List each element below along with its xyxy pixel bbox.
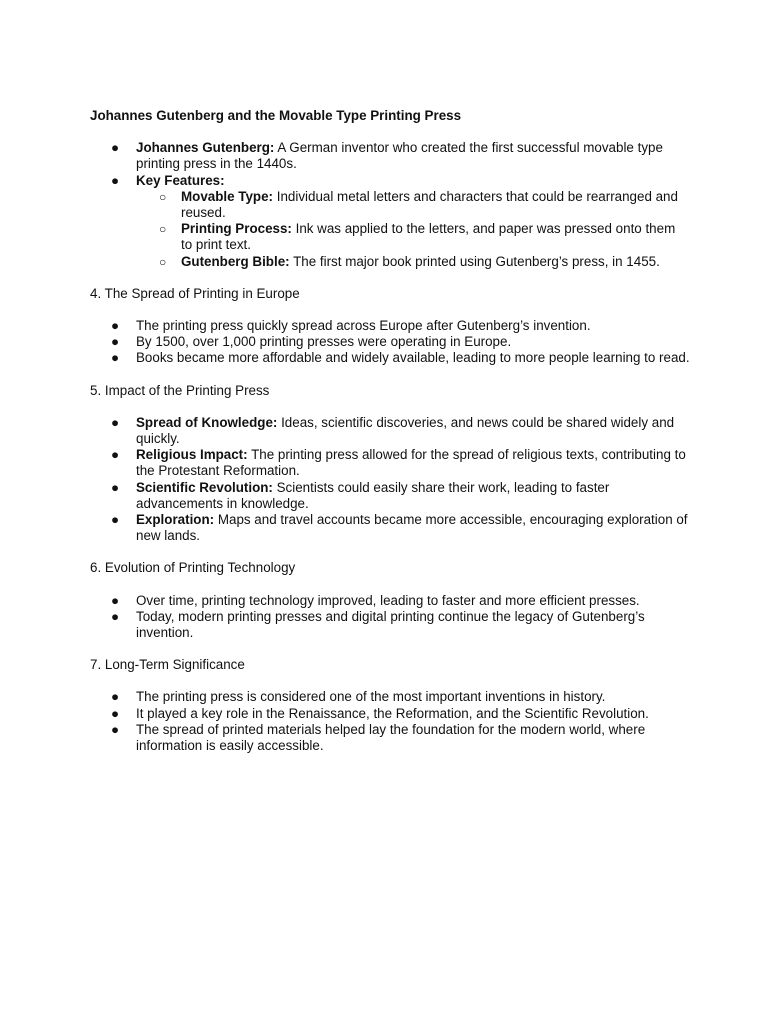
list-item [90, 512, 690, 544]
list-item [90, 318, 690, 334]
section6-list [90, 593, 690, 642]
bullet-icon: ● [111, 721, 120, 737]
item-term: Movable Type: [181, 188, 274, 204]
section-title: 7. Long-Term Significance [90, 657, 245, 673]
item-term: Scientific Revolution: [136, 479, 273, 495]
list-item [90, 722, 690, 754]
item-text: Over time, printing technology improved, leading to faster and more efficient presses. [136, 592, 640, 608]
document-page [90, 108, 690, 754]
key-features-list [136, 189, 690, 270]
bullet-icon: ● [111, 140, 120, 156]
item-text: By 1500, over 1,000 printing presses were operating in Europe. [136, 334, 512, 350]
intro-list [90, 140, 690, 270]
section7-list [90, 689, 690, 754]
item-text: Ideas, scientific discoveries, and news could be shared widely and quickly. [136, 414, 675, 447]
bullet-icon: ● [111, 172, 120, 188]
section-title: 5. Impact of the Printing Press [90, 382, 270, 398]
list-item [90, 480, 690, 512]
item-text: Today, modern printing presses and digital printing continue the legacy of Gutenberg’s invention. [136, 608, 645, 641]
hollow-bullet-icon: ○ [159, 254, 167, 269]
bullet-icon: ● [111, 479, 120, 495]
list-item [90, 609, 690, 641]
bullet-icon: ● [111, 414, 120, 430]
item-text: Ink was applied to the letters, and paper was pressed onto them to print text. [181, 221, 676, 253]
bullet-icon: ● [111, 512, 120, 528]
item-text: The first major book printed using Gutenberg’s press, in 1455. [289, 253, 660, 269]
bullet-icon: ● [111, 318, 120, 334]
item-term: Key Features: [136, 172, 225, 188]
bullet-icon: ● [111, 447, 120, 463]
section-title: 6. Evolution of Printing Technology [90, 560, 296, 576]
section-title: 4. The Spread of Printing in Europe [90, 285, 300, 301]
document-heading: Johannes Gutenberg and the Movable Type Printing Press [90, 108, 462, 123]
section5-list [90, 415, 690, 545]
item-text: Individual metal letters and characters that could be rearranged and reused. [181, 188, 678, 221]
item-term: Gutenberg Bible: [181, 253, 290, 269]
bullet-icon: ● [111, 689, 120, 705]
list-item [90, 415, 690, 447]
item-term: Spread of Knowledge: [136, 414, 278, 430]
section4-list [90, 318, 690, 367]
item-text: A German inventor who created the first successful movable type printing press in the 1440s. [136, 140, 663, 172]
bullet-icon: ● [111, 592, 120, 608]
item-term: Printing Process: [181, 221, 292, 237]
list-item [90, 593, 690, 609]
list-item [136, 189, 690, 221]
item-term: Religious Impact: [136, 447, 248, 463]
list-item [90, 350, 690, 366]
list-item [90, 689, 690, 705]
bullet-icon: ● [111, 608, 120, 624]
list-item [136, 221, 690, 253]
list-item [90, 447, 690, 479]
bullet-icon: ● [111, 334, 120, 350]
item-text: Books became more affordable and widely available, leading to more people learning to read. [136, 350, 690, 366]
item-text: The printing press allowed for the spread of religious texts, contributing to the Protestant Reformation. [136, 447, 686, 479]
item-text: The spread of printed materials helped lay the foundation for the modern world, where information is easily accessible. [136, 721, 646, 754]
list-item [90, 334, 690, 350]
list-item [136, 254, 690, 270]
list-item [90, 706, 690, 722]
item-text: Maps and travel accounts became more accessible, encouraging exploration of new lands. [136, 512, 688, 544]
list-item [90, 140, 690, 172]
item-term: Johannes Gutenberg: [136, 140, 275, 156]
item-text: Scientists could easily share their work, leading to faster advancements in knowledge. [136, 479, 610, 511]
item-text: The printing press quickly spread across Europe after Gutenberg’s invention. [136, 318, 591, 334]
list-item [90, 173, 690, 270]
item-term: Exploration: [136, 512, 215, 528]
hollow-bullet-icon: ○ [159, 222, 167, 237]
item-text: It played a key role in the Renaissance, the Reformation, and the Scientific Revolution. [136, 705, 649, 721]
hollow-bullet-icon: ○ [159, 189, 167, 204]
item-text: The printing press is considered one of the most important inventions in history. [136, 689, 606, 705]
bullet-icon: ● [111, 705, 120, 721]
bullet-icon: ● [111, 350, 120, 366]
